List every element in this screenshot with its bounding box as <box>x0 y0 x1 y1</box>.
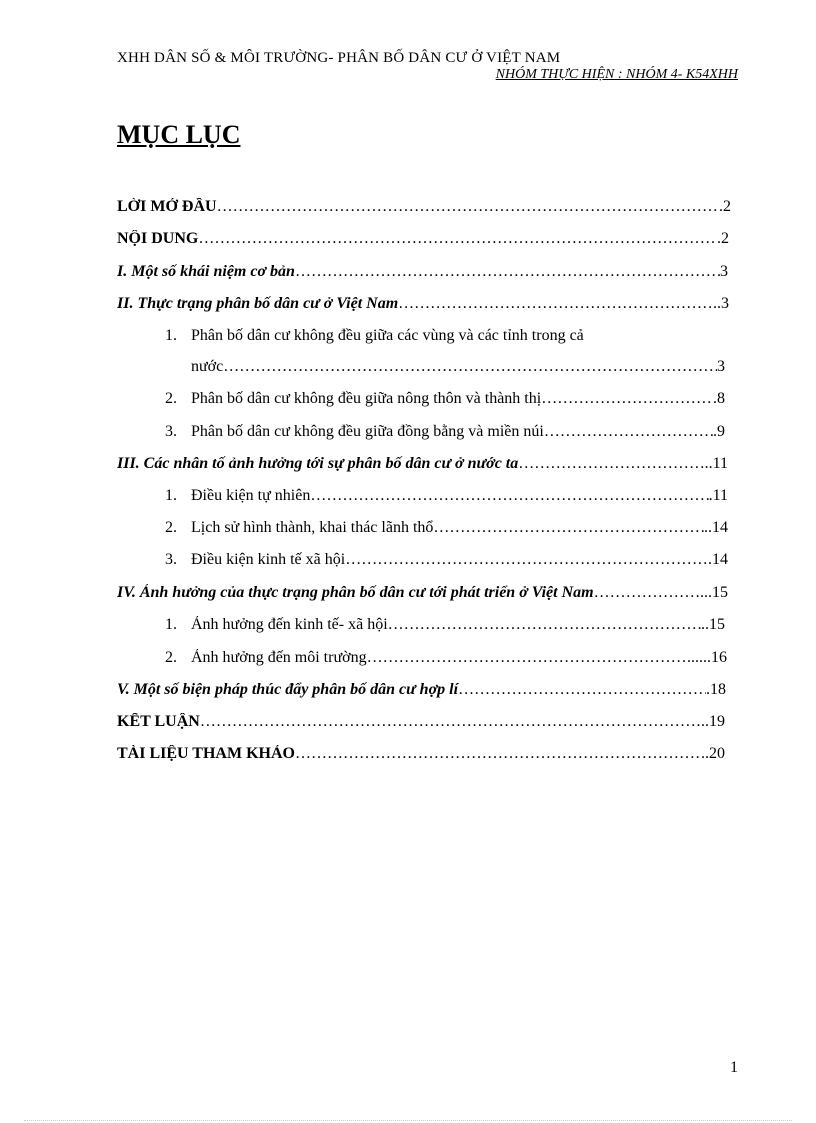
running-header-group: NHÓM THỰC HIỆN : NHÓM 4- K54XHH <box>495 67 738 82</box>
toc-entry-2-1-continued[interactable] <box>191 358 725 376</box>
toc-entry-references[interactable] <box>117 745 725 763</box>
toc-leader-dots <box>594 584 700 602</box>
toc-page-number: .2 <box>717 230 729 247</box>
toc-leader-dots <box>217 198 719 216</box>
toc-page-number: .11 <box>708 487 728 504</box>
toc-page-number: .2 <box>719 198 731 215</box>
toc-entry-conclusion[interactable] <box>117 713 725 731</box>
toc-entry-section-4[interactable] <box>117 584 728 602</box>
toc-leader-dots <box>541 390 713 408</box>
toc-page-number: ...15 <box>700 584 728 601</box>
toc-leader-dots <box>518 455 704 473</box>
toc-entry-number: 1. <box>165 487 177 504</box>
page-title: MỤC LỤC <box>117 120 241 149</box>
toc-entry-number: 3. <box>165 423 177 440</box>
toc-entry-introduction[interactable] <box>117 198 731 216</box>
page-number: 1 <box>730 1059 738 1076</box>
toc-leader-dots <box>198 230 717 248</box>
toc-entry-label: KẾT LUẬN <box>117 713 200 730</box>
toc-entry-2-3[interactable] <box>165 423 725 441</box>
toc-entry-3-3[interactable] <box>165 551 728 569</box>
toc-page-number: 3 <box>720 263 728 280</box>
toc-leader-dots <box>433 519 704 537</box>
toc-entry-number: 1. <box>165 327 177 344</box>
toc-entry-label: Điều kiện tự nhiên <box>191 487 311 504</box>
toc-leader-dots <box>223 358 717 376</box>
toc-entry-section-3[interactable] <box>117 455 728 473</box>
toc-page-number: ..14 <box>704 519 728 536</box>
running-header-title: XHH DÂN SỐ & MÔI TRƯỜNG- PHÂN BỐ DÂN CƯ Ở VIỆT NAM <box>117 50 561 66</box>
toc-page-number: ..19 <box>701 713 725 730</box>
toc-page-number: .9 <box>713 423 725 440</box>
toc-leader-dots <box>310 487 708 505</box>
toc-entry-label: Điều kiện kinh tế xã hội <box>191 551 346 568</box>
toc-leader-dots <box>544 423 713 441</box>
toc-entry-label: I. Một số khái niệm cơ bản <box>117 263 295 280</box>
toc-entry-4-2[interactable] <box>165 649 727 667</box>
toc-entry-label: V. Một số biện pháp thúc đẩy phân bố dân cư hợp lí <box>117 681 459 698</box>
toc-page-number: 3 <box>717 358 725 375</box>
toc-entry-3-2[interactable] <box>165 519 728 537</box>
toc-entry-2-2[interactable] <box>165 390 725 408</box>
toc-entry-label: Ảnh hưởng đến kinh tế- xã hội <box>191 616 388 633</box>
page-bottom-divider <box>24 1120 792 1121</box>
toc-entry-label: II. Thực trạng phân bố dân cư ở Việt Nam <box>117 295 399 312</box>
toc-entry-label: LỜI MỞ ĐẦU <box>117 198 217 215</box>
toc-leader-dots <box>200 713 701 731</box>
toc-leader-dots <box>367 649 687 667</box>
toc-leader-dots <box>295 263 720 281</box>
toc-entry-label: Phân bố dân cư không đều giữa đồng bằng và miền núi <box>191 423 544 440</box>
toc-entry-3-1[interactable] <box>165 487 728 505</box>
toc-leader-dots <box>458 681 706 699</box>
toc-entry-4-1[interactable] <box>165 616 725 634</box>
toc-page-number: .8 <box>713 390 725 407</box>
toc-entry-2-1[interactable] <box>165 327 725 345</box>
toc-page-number: ......16 <box>687 649 727 666</box>
toc-leader-dots <box>388 616 701 634</box>
toc-entry-section-2[interactable] <box>117 295 729 313</box>
toc-page-number: ..11 <box>704 455 728 472</box>
toc-entry-content[interactable] <box>117 230 729 248</box>
toc-entry-label: Phân bố dân cư không đều giữa các vùng và các tỉnh trong cả <box>191 327 584 344</box>
toc-entry-label: TÀI LIỆU THAM KHẢO <box>117 745 295 762</box>
toc-entry-number: 1. <box>165 616 177 633</box>
toc-page-number: .14 <box>708 551 728 568</box>
toc-entry-section-5[interactable] <box>117 681 726 699</box>
toc-leader-dots <box>295 745 701 763</box>
toc-entry-label: NỘI DUNG <box>117 230 199 247</box>
toc-page-number: ..15 <box>701 616 725 633</box>
toc-leader-dots <box>398 295 713 313</box>
toc-entry-label: Ảnh hưởng đến môi trường <box>191 649 367 666</box>
toc-entry-label: Phân bố dân cư không đều giữa nông thôn và thành thị <box>191 390 542 407</box>
toc-entry-number: 3. <box>165 551 177 568</box>
toc-entry-number: 2. <box>165 390 177 407</box>
toc-leader-dots <box>345 551 708 569</box>
toc-entry-label: III. Các nhân tố ảnh hưởng tới sự phân bố dân cư ở nước ta <box>117 455 519 472</box>
toc-entry-label: Lịch sử hình thành, khai thác lãnh thổ <box>191 519 434 536</box>
toc-page-number: ..3 <box>713 295 729 312</box>
toc-entry-label-continued: nước <box>191 358 224 375</box>
toc-entry-label: IV. Ảnh hưởng của thực trạng phân bố dân cư tới phát triển ở Việt Nam <box>117 584 594 601</box>
toc-page-number: .18 <box>706 681 726 698</box>
toc-entry-number: 2. <box>165 519 177 536</box>
toc-entry-section-1[interactable] <box>117 263 728 281</box>
toc-page-number: ..20 <box>701 745 725 762</box>
toc-entry-number: 2. <box>165 649 177 666</box>
